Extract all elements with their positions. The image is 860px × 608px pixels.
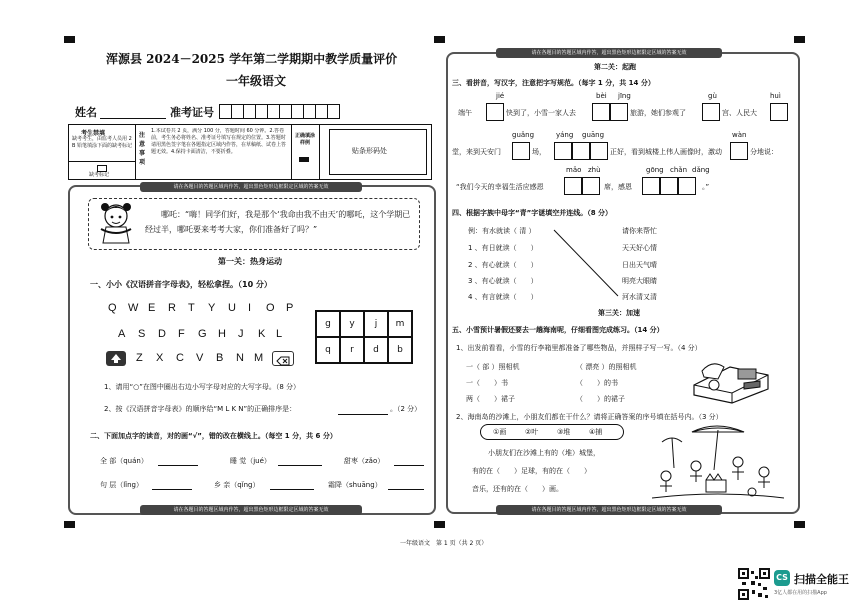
key: M [254,352,264,364]
char-box[interactable] [730,142,748,160]
grid-letter: d [364,337,388,363]
key: D [158,328,166,340]
q3-text: 分地说： [750,148,778,156]
grid-letter: b [388,337,412,363]
pinyin: gù [708,92,717,100]
q4-title: 四、根据字族中母字“青”字谜填空并连线。（8 分） [452,209,613,217]
pinyin: mǎo [566,166,582,174]
q5-2-line: 有的在（ ）足球，有的在（ ） [472,467,591,475]
q5-1-row: 两（ ）裙子 [466,395,515,403]
key: Q [108,302,117,314]
notice-text: 缺考考生，由监考人员用 2 B 铅笔填涂下面的缺考标记 [72,136,133,149]
q4-left-item: 3 、有心就读（ ） [468,277,538,285]
nezha-character-icon [93,201,139,247]
q4-left-item: 4 、有言就读（ ） [468,293,538,301]
q2-item: 甜枣（zǎo） [344,457,385,465]
q2-answer-line[interactable] [278,465,322,466]
grid-letter: m [388,311,412,337]
key: B [216,352,224,364]
pinyin: zhù [588,166,601,174]
q5-2-line: 音乐，还有的在（ ）画。 [472,485,563,493]
beach-illustration-icon [652,422,784,502]
grid-letter: j [364,311,388,337]
key: A [118,328,126,340]
ticket-label: 准考证号 [170,106,214,119]
qr-code-icon [738,568,770,600]
q5-1-row: （ ）的书 [576,379,618,387]
q2-answer-line[interactable] [270,489,314,490]
q2-answer-line[interactable] [152,489,192,490]
pinyin: chǎn [670,166,688,174]
grid-letter: r [340,337,364,363]
q5-1: 1、出发前看看，小雪的行李箱里都准备了哪些物品，并照样子写一写。（4 分） [456,344,702,352]
q2-title: 二、下面加点字的读音，对的画“√”，错的改在横线上。（每空 1 分，共 6 分） [90,432,337,440]
key: W [128,302,139,314]
key: N [236,352,244,364]
q1-1: 1、请用“○”在图中圈出右边小写字母对应的大写字母。（8 分） [104,383,300,391]
sample-label: 正确填涂样例 [295,133,316,146]
key: Y [208,302,216,314]
name-label: 姓名 [75,106,97,119]
q5-2-option: ④捕 [589,428,603,436]
pinyin: guǎng [512,131,535,139]
q4-left-item: 2 、有心就读（ ） [468,261,538,269]
ticket-number-boxes[interactable] [220,104,340,119]
key: E [148,302,156,314]
pinyin: bèi [596,92,607,100]
notice-title: 考生禁填 [81,130,106,137]
answer-area-banner: 请在各题目的答题区域内作答，超出黑色矩形边框限定区域的答案无效 [140,505,362,515]
q4-right-item: 明亮大眼睛 [622,277,657,285]
char-box[interactable] [564,177,582,195]
pinyin: guāng [582,131,605,139]
registration-mark [434,521,445,528]
q3-text: 席，感恩 [604,183,632,191]
key: I [248,302,252,314]
barcode-label: 贴条形码处 [352,147,387,155]
q4-right-item: 日出天气晴 [622,261,657,269]
pinyin: wàn [732,131,747,139]
pinyin: yáng [556,131,574,139]
registration-mark [794,36,805,43]
scanner-sub: 3亿人都在用的扫描App [774,590,827,596]
level1-title: 第一关：热身运动 [218,257,282,266]
q2-answer-line[interactable] [388,489,424,490]
intro-box [88,198,420,250]
q5-1-row: 一（ ）书 [466,379,508,387]
key: S [138,328,146,340]
shift-key-icon [106,351,126,366]
char-box[interactable] [592,103,610,121]
backspace-key-icon [272,351,294,366]
q5-title: 五、小雪预计暑假还要去一趟海南呢，仔细看图完成练习。（14 分） [452,326,664,334]
page-footer: 一年级语文 第 1 页（共 2 页） [400,540,488,547]
q5-1-row: （ 漂亮 ）的照相机 [576,363,637,371]
absent-label: 缺考标记 [89,172,110,178]
char-box[interactable] [512,142,530,160]
q5-1-row: （ ）的裙子 [576,395,625,403]
q4-left-item: 1 、有日就读（ ） [468,244,538,252]
key: F [178,328,185,340]
key: V [196,352,204,364]
grid-letter: g [316,311,340,337]
key: G [198,328,207,340]
instr-title: 注意事项 [139,132,146,166]
pinyin: huì [770,92,781,100]
registration-mark [64,521,75,528]
key: R [168,302,176,314]
q2-item: 乡 亲（qǐng） [214,481,260,489]
pinyin: gōng [646,166,664,174]
q5-1-row: 一（ 部 ）照相机 [466,363,520,371]
q3-text: 。” [702,183,710,191]
key: J [238,328,244,340]
q3-text: 堂，来到天安门 [452,148,501,156]
notice-box [68,124,432,180]
char-box[interactable] [770,103,788,121]
suitcase-illustration-icon [688,355,774,407]
char-box[interactable] [486,103,504,121]
sample-mark [299,157,309,162]
q5-2: 2、海南岛的沙滩上，小朋友们都在干什么？请将正确答案的序号填在括号内。（3 分） [456,413,723,421]
scanner-logo-icon: CS [774,570,790,586]
level2-title: 第二关：起跑 [594,63,636,71]
char-box[interactable] [660,177,678,195]
q1-2: 2、按《汉语拼音字母表》的顺序给“M L K N”的正确排序是： [104,405,297,413]
q1-2-score: 。（2 分） [390,405,422,413]
q4-left-item: 例：有水就读（ 清 ） [468,227,536,235]
char-box[interactable] [582,177,600,195]
q3-text: “我们今天的幸福生活应感恩 [456,183,544,191]
q2-item: 睡 觉（jué） [230,457,271,465]
pinyin: dǎng [692,166,710,174]
q3-text: 旅游，她们参观了 [630,109,686,117]
q3-text: 快到了，小雪一家人去 [506,109,576,117]
key: H [218,328,226,340]
q5-2-option: ②叶 [525,428,539,436]
q3-text: 宫、人民大 [722,109,757,117]
q1-title: 一、小小《汉语拼音字母表》，轻松拿捏。（10 分） [90,280,272,289]
char-box[interactable] [642,177,660,195]
registration-mark [794,521,805,528]
grid-letter: q [316,337,340,363]
answer-area-banner: 请在各题目的答题区域内作答，超出黑色矩形边框限定区域的答案无效 [496,505,722,515]
q4-right-item: 天天好心情 [622,244,657,252]
q3-text: 场， [532,148,546,156]
barcode-area [329,129,427,175]
level3-title: 第三关：加速 [598,309,640,317]
q2-item: 句 层（lǐng） [100,481,143,489]
key: L [276,328,283,340]
key: T [188,302,195,314]
key: P [286,302,294,314]
q2-answer-line[interactable] [158,465,198,466]
letter-grid [315,310,413,364]
q1-2-answer-line[interactable] [338,414,388,415]
q5-2-option: ①画 [493,428,507,436]
answer-area-banner: 请在各题目的答题区域内作答，超出黑色矩形边框限定区域的答案无效 [140,182,362,192]
scanner-brand: 扫描全能王 [794,573,849,586]
exam-title: 浑源县 2024－2025 学年第二学期期中教学质量评价 [106,52,398,66]
exam-subject: 一年级语文 [226,74,287,88]
q5-2-option: ③堆 [557,428,571,436]
pinyin: jié [496,92,505,100]
intro-text: 哪吒：“嗨！同学们好，我是那个‘我命由我不由天’的哪吒，这个学期已经过半，哪吒要来考考大家，你们准备好了吗？” [145,210,411,234]
char-box[interactable] [702,103,720,121]
key: O [266,302,275,314]
q4-right-item: 请你来帮忙 [622,227,657,235]
q2-item: 霜降（shuāng） [328,481,382,489]
key: U [228,302,236,314]
q3-text: 正好，看到城楼上伟人画像时，激动 [610,148,722,156]
char-box[interactable] [678,177,696,195]
key: K [258,328,266,340]
name-field[interactable] [100,118,166,119]
registration-mark [434,36,445,43]
q2-answer-line[interactable] [394,465,424,466]
q5-2-options [480,424,624,440]
key: C [176,352,184,364]
registration-mark [64,36,75,43]
char-box[interactable] [554,142,572,160]
char-box[interactable] [572,142,590,160]
answer-area-banner: 请在各题目的答题区域内作答，超出黑色矩形边框限定区域的答案无效 [496,48,722,58]
instr-text: 1.本试卷共 2 页，满分 100 分，答题时间 60 分钟。2.答卷前，考生务必将姓名、准考证号填写在规定的位置。3.答题时请用黑色签字笔在各题指定区域内作答，在草稿纸、试卷上答题无效。4.保持卡面清洁，不要折叠。 [151,128,287,155]
char-box[interactable] [590,142,608,160]
grid-letter: y [340,311,364,337]
char-box[interactable] [610,103,628,121]
q4-right-item: 河水清又清 [622,293,657,301]
q3-text: 端午 [458,109,472,117]
q2-item: 全 部（quán） [100,457,148,465]
q5-2-line: 小朋友们在沙滩上有的（堆）城堡， [488,449,600,457]
q3-title: 三、看拼音，写汉字，注意把字写规范。（每字 1 分，共 14 分） [452,79,655,87]
key: X [156,352,164,364]
key: Z [136,352,143,364]
pinyin: jīng [618,92,631,100]
match-line-example [550,228,622,300]
